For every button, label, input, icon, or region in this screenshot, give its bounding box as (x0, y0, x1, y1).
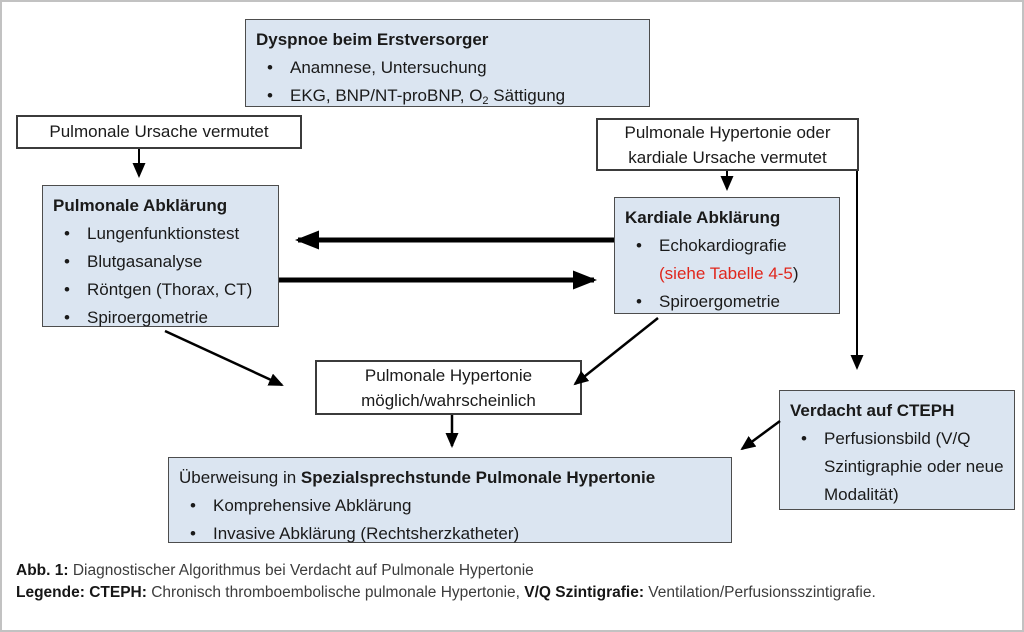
box-pulmonale-ursache (16, 115, 302, 149)
list-item: • Spiroergometrie (625, 288, 829, 316)
box-label-line2: möglich/wahrscheinlich (361, 390, 536, 410)
figure-number: Abb. 1: (16, 562, 69, 579)
legend-cteph-text: Chronisch thromboembolische pulmonale Hypertonie, (146, 584, 525, 601)
figure-caption (16, 560, 1016, 604)
list-item: • Röntgen (Thorax, CT) (53, 276, 268, 304)
arrow-cteph-to-ueberweisung (742, 421, 780, 449)
box-title-bold: Spezialsprechstunde Pulmonale Hypertonie (300, 468, 656, 487)
box-ueberweisung-spezialsprechstunde (168, 457, 732, 543)
figure-title: Diagnostischer Algorithmus bei Verdacht auf Pulmonale Hypertonie (68, 562, 534, 579)
list-item: • Komprehensive Abklärung (179, 492, 721, 520)
box-label-line1: Pulmonale Hypertonie oder (624, 122, 831, 142)
list-item: • Lungenfunktionstest (53, 220, 268, 248)
box-title: Kardiale Abklärung (625, 208, 781, 227)
legend-vq-label: V/Q Szintigrafie: (524, 584, 644, 601)
list-item: • Invasive Abklärung (Rechtsherzkatheter) (179, 520, 721, 548)
box-title-normal: Überweisung in (179, 468, 301, 487)
legend-label: Legende: (16, 584, 85, 601)
list-item-text: ) (792, 264, 799, 283)
box-title (179, 464, 721, 492)
box-label: Pulmonale Ursache vermutet (49, 122, 269, 141)
list-item-text: Sättigung (488, 86, 566, 105)
subscript-2: 2 (482, 95, 489, 107)
box-kardiale-ursache (596, 118, 859, 171)
list-item: • Spiroergometrie (53, 304, 268, 332)
box-dyspnoe-erstversorger (245, 19, 650, 107)
box-title: Pulmonale Abklärung (53, 196, 228, 215)
list-item-text: Echokardiografie (659, 236, 787, 255)
red-reference-text: (siehe Tabelle 4-5 (659, 264, 793, 283)
legend-vq-text: Ventilation/Perfusionsszintigrafie. (643, 584, 876, 601)
box-label-line2: kardiale Ursache vermutet (628, 147, 827, 167)
caption-line-1 (16, 560, 1016, 582)
caption-line-2 (16, 582, 1016, 604)
box-ph-moeglich (315, 360, 582, 415)
arrow-pulmonale-to-ph-moeglich (165, 331, 282, 385)
legend-cteph-label: CTEPH: (84, 584, 147, 601)
box-pulmonale-abklaerung (42, 185, 279, 327)
box-label-line1: Pulmonale Hypertonie (364, 365, 533, 385)
arrow-kardiale-to-ph-moeglich (575, 318, 658, 384)
list-item: • Anamnese, Untersuchung (256, 54, 639, 82)
list-item: • Perfusionsbild (V/Q Szintigraphie oder neue Modalität) (790, 425, 1004, 509)
box-verdacht-cteph (779, 390, 1015, 510)
list-item: • Blutgasanalyse (53, 248, 268, 276)
box-title: Dyspnoe beim Erstversorger (256, 30, 489, 49)
list-item (625, 232, 829, 288)
box-title: Verdacht auf CTEPH (790, 401, 955, 420)
box-kardiale-abklaerung (614, 197, 840, 314)
list-item (256, 82, 639, 115)
list-item-text: EKG, BNP/NT-proBNP, O (290, 86, 483, 105)
